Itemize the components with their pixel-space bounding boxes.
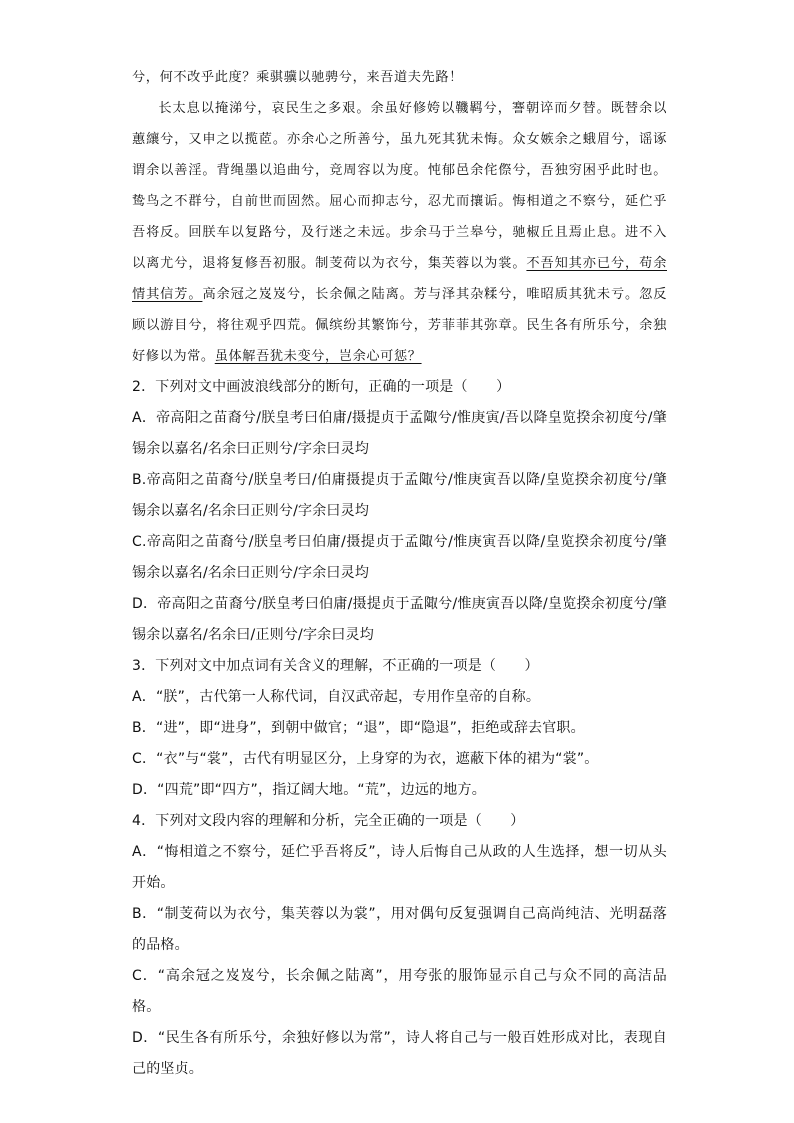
question-stem: 3．下列对文中加点词有关含义的理解，不正确的一项是（ ） [132, 658, 539, 674]
question-option[interactable]: D．“四荒”即“四方”，指辽阔大地。“荒”，边远的地方。 [132, 782, 486, 798]
question-option[interactable]: B.帝高阳之苗裔兮/朕皇考曰/伯庸摄提贞于孟陬兮/惟庚寅吾以降/皇览揆余初度兮/肇锡余以嘉名/名余曰正则兮/字余曰灵均 [132, 472, 667, 519]
passage-line-continuation: 兮，何不改乎此度？乘骐骥以驰骋兮，来吾道夫先路！ [132, 70, 463, 85]
question-option[interactable]: C．“衣”与“裳”，古代有明显区分，上身穿的为衣，遮蔽下体的裙为“裳”。 [132, 751, 599, 767]
passage-text-2: 高余冠之岌岌兮，长余佩之陆离。芳与泽其杂糅兮，唯昭质其犹未亏。忽反顾以游目兮，将往观乎四荒。佩缤纷其繁饰兮，芳菲菲其弥章。民生各有所乐兮，余独好修以为常。 [132, 287, 668, 364]
underlined-sentence-1: 不吾知其亦已兮，苟余情其信芳。 [132, 256, 667, 302]
question-option[interactable]: A．帝高阳之苗裔兮/朕皇考曰伯庸/摄提贞于孟陬兮/惟庚寅/吾以降皇览揆余初度兮/肇锡余以嘉名/名余曰正则兮/字余曰灵均 [132, 410, 667, 457]
question-option[interactable]: B．“制芰荷以为衣兮，集芙蓉以为裳”，用对偶句反复强调自己高尚纯洁、光明磊落的品格。 [132, 906, 667, 953]
passage-paragraph [132, 93, 667, 372]
page-content [132, 62, 667, 1085]
question-option[interactable]: C．“高余冠之岌岌兮，长余佩之陆离”，用夸张的服饰显示自己与众不同的高洁品格。 [132, 968, 667, 1015]
question-option[interactable]: D．帝高阳之苗裔兮/朕皇考曰伯庸/摄提贞于孟陬兮/惟庚寅吾以降/皇览揆余初度兮/肇锡余以嘉名/名余曰/正则兮/字余曰灵均 [132, 596, 667, 643]
question-option[interactable]: B．“进”，即“进身”，到朝中做官；“退”，即“隐退”，拒绝或辞去官职。 [132, 720, 585, 736]
question-4 [132, 806, 667, 1085]
question-3 [132, 651, 667, 806]
passage-text-1: 长太息以掩涕兮，哀民生之多艰。余虽好修姱以鞿羁兮，謇朝谇而夕替。既替余以蕙纕兮，又申之以揽茝。亦余心之所善兮，虽九死其犹未悔。众女嫉余之蛾眉兮，谣诼谓余以善淫。背绳墨以追曲兮，竞周容以为度。忳郁邑余侘傺兮，吾独穷困乎此时也。鸷鸟之不群兮，自前世而固然。屈心而抑志兮，忍尤而攘诟。悔相道之不察兮，延伫乎吾将反。回朕车以复路兮，及行迷之未远。步余马于兰皋兮，驰椒丘且焉止息。进不入以离尤兮，退将复修吾初服。制芰荷以为衣兮，集芙蓉以为裳。 [132, 101, 667, 271]
question-option[interactable]: A．“朕”，古代第一人称代词，自汉武帝起，专用作皇帝的自称。 [132, 689, 541, 705]
question-option[interactable]: C.帝高阳之苗裔兮/朕皇考曰伯庸/摄提贞于孟陬兮/惟庚寅吾以降/皇览揆余初度兮/肇锡余以嘉名/名余曰正则兮/字余曰灵均 [132, 534, 667, 581]
question-option[interactable]: D．“民生各有所乐兮，余独好修以为常”，诗人将自己与一般百姓形成对比，表现自己的坚贞。 [132, 1030, 667, 1077]
question-option[interactable]: A．“悔相道之不察兮，延伫乎吾将反”，诗人后悔自己从政的人生选择，想一切从头开始。 [132, 844, 667, 891]
question-stem: 4．下列对文段内容的理解和分析，完全正确的一项是（ ） [132, 813, 525, 829]
classical-passage [132, 62, 667, 372]
underlined-sentence-2: 虽体解吾犹未变兮，岂余心可惩？ [214, 349, 422, 364]
question-2 [132, 372, 667, 651]
question-stem: 2．下列对文中画波浪线部分的断句，正确的一项是（ ） [132, 379, 511, 395]
